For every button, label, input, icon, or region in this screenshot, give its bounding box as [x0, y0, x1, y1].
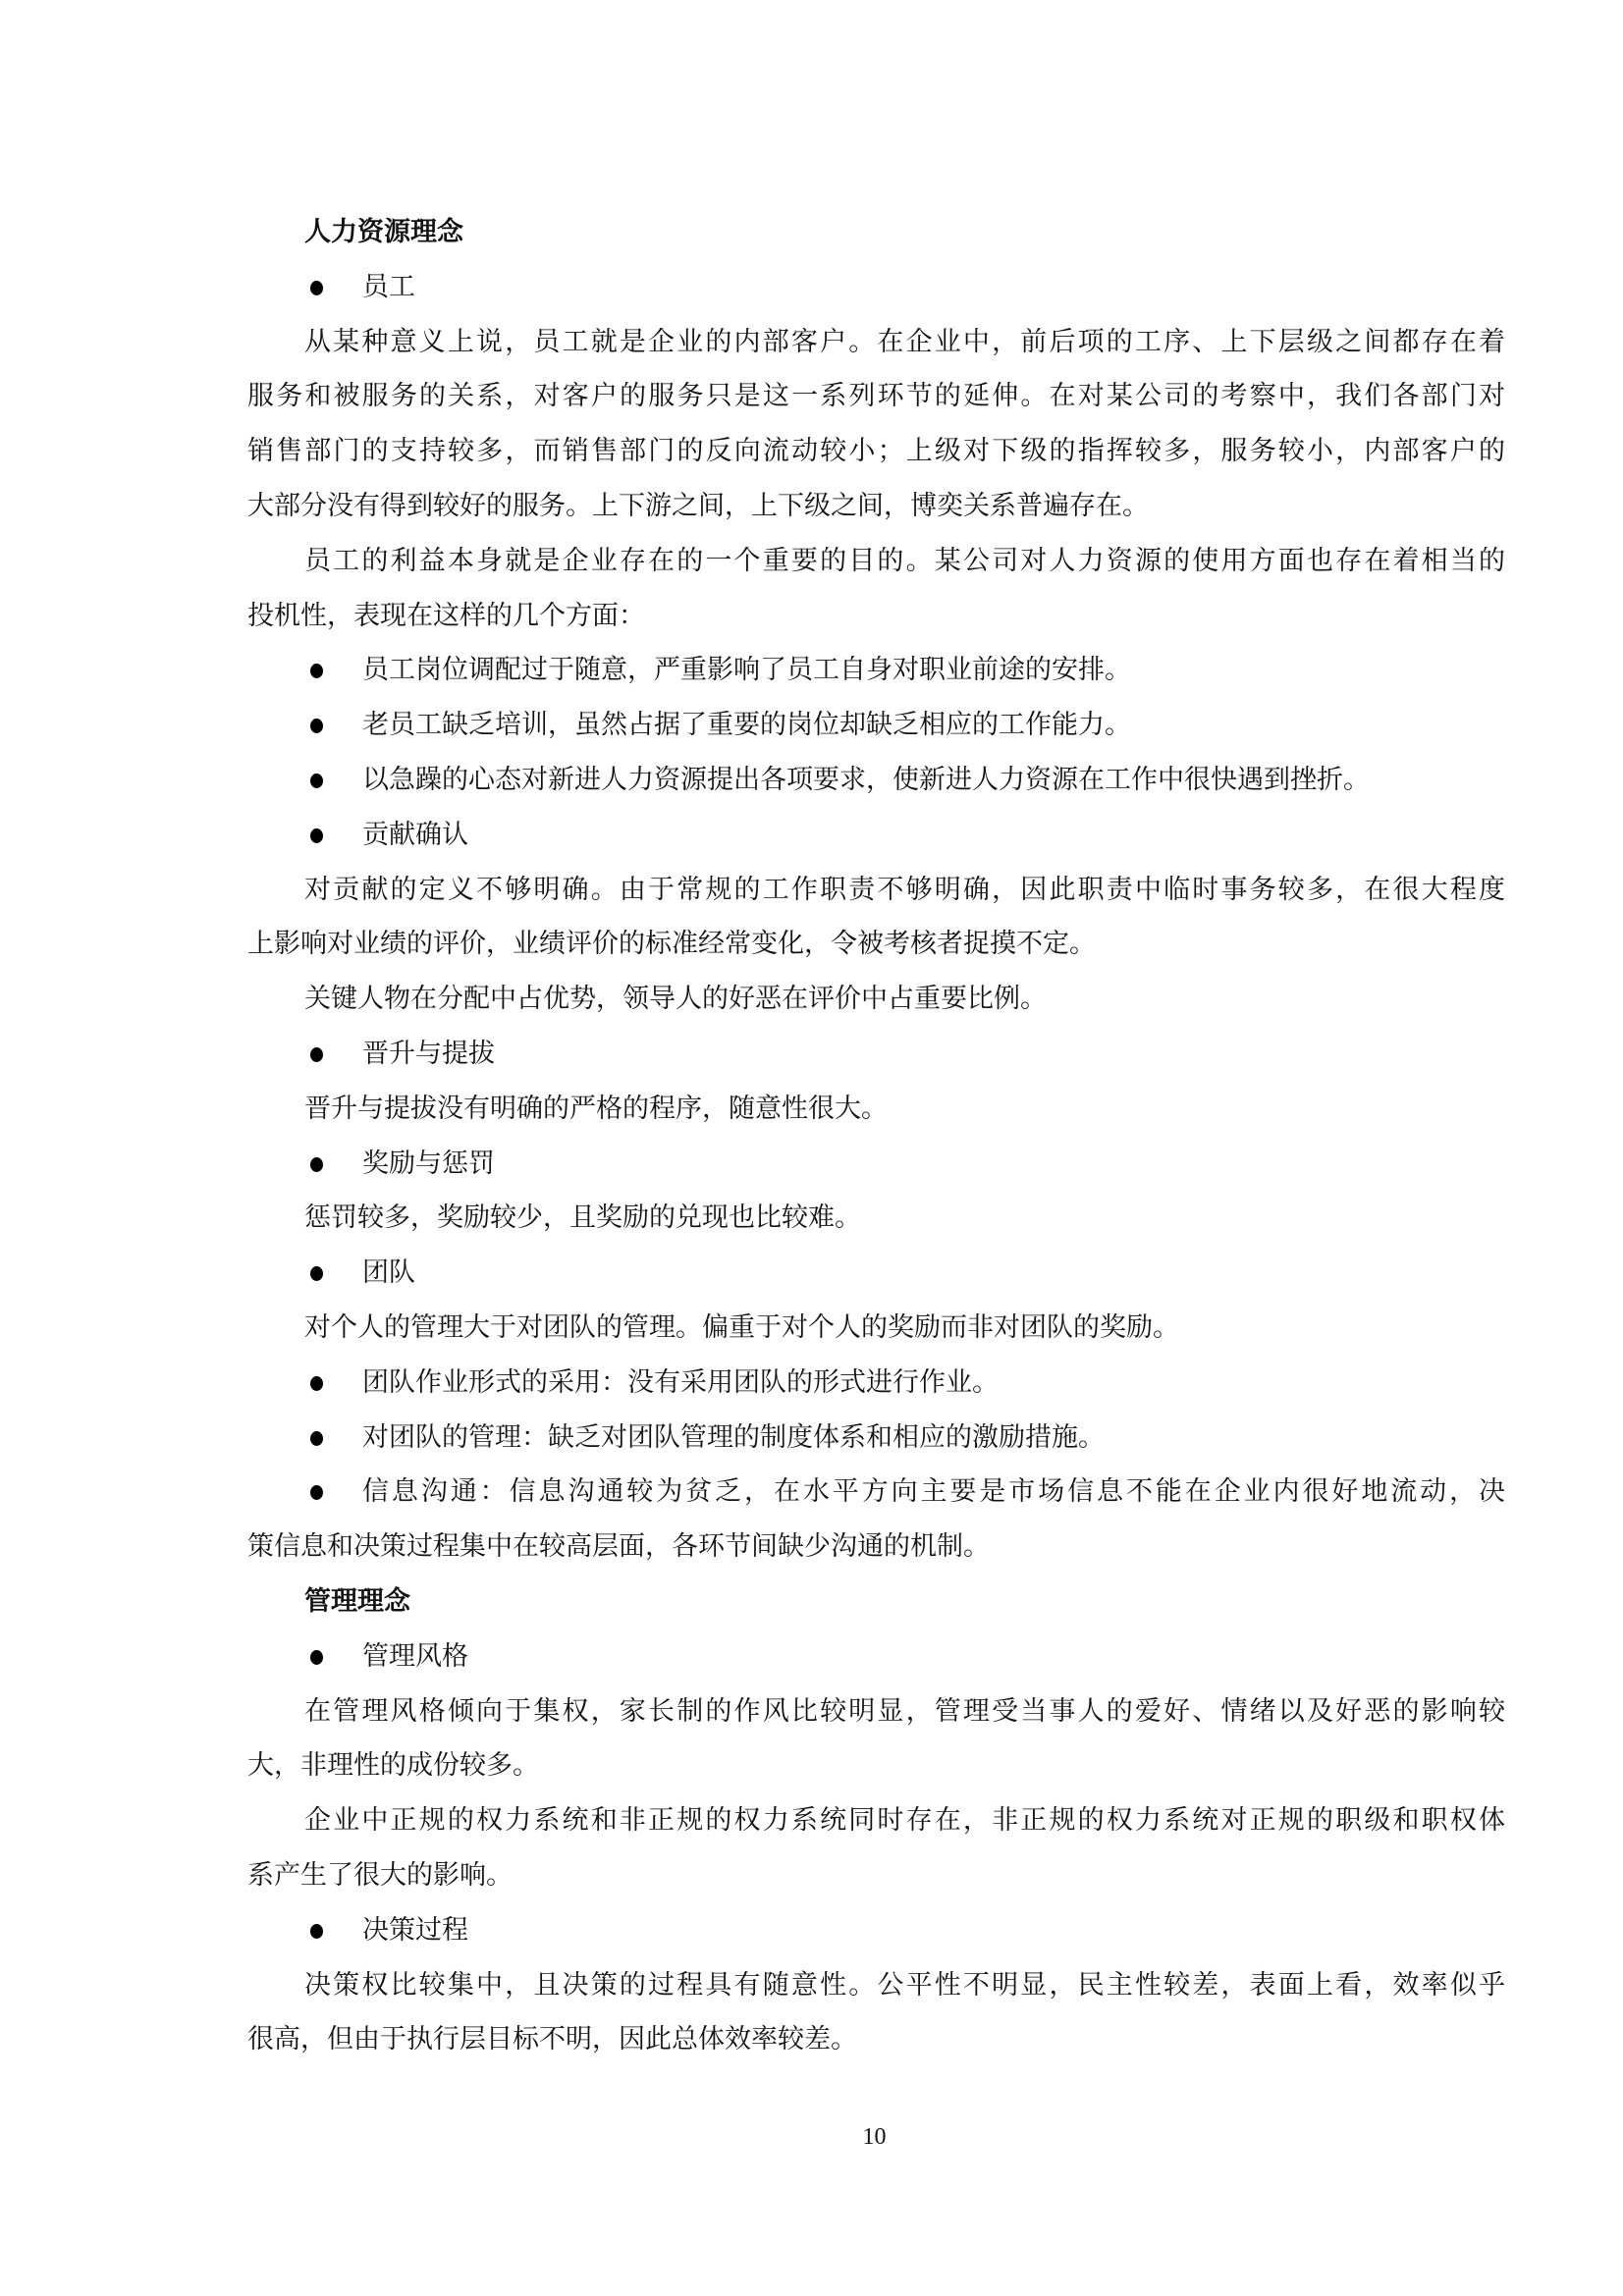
bullet-icon	[310, 1266, 323, 1281]
bullet-item: 团队作业形式的采用：没有采用团队的形式进行作业。	[247, 1356, 1505, 1411]
paragraph-line: 对贡献的定义不够明确。由于常规的工作职责不够明确，因此职责中临时事务较多，在很大程度	[304, 874, 1505, 905]
paragraph-line: 投机性，表现在这样的几个方面：	[247, 600, 645, 631]
bullet-icon	[310, 1485, 323, 1500]
paragraph-line: 上影响对业绩的评价，业绩评价的标准经常变化，令被考核者捉摸不定。	[247, 929, 1096, 960]
bullet-icon	[310, 828, 323, 843]
bullet-item: 员工	[247, 260, 1505, 315]
paragraph-line: 策信息和决策过程集中在较高层面，各环节间缺少沟通的机制。	[247, 1531, 990, 1563]
bullet-item: 对团队的管理：缺乏对团队管理的制度体系和相应的激励措施。	[247, 1411, 1505, 1466]
section-heading: 人力资源理念	[304, 217, 463, 247]
bullet-icon	[310, 664, 323, 678]
bullet-item: 决策过程	[247, 1903, 1505, 1958]
bullet-icon	[310, 1157, 323, 1172]
paragraph-line: 服务和被服务的关系，对客户的服务只是这一系列环节的延伸。在对某公司的考察中，我们各部门对	[247, 381, 1505, 412]
bullet-icon	[310, 281, 323, 295]
bullet-icon	[310, 1650, 323, 1665]
paragraph-line: 从某种意义上说，员工就是企业的内部客户。在企业中，前后项的工序、上下层级之间都存在着	[304, 326, 1505, 357]
bullet-icon	[310, 719, 323, 733]
bullet-icon	[310, 1431, 323, 1446]
paragraph-line: 很高，但由于执行层目标不明，因此总体效率较差。	[247, 2024, 857, 2056]
paragraph-line: 决策权比较集中，且决策的过程具有随意性。公平性不明显，民主性较差，表面上看，效率似乎	[304, 1969, 1505, 2001]
paragraph-line: 系产生了很大的影响。	[247, 1859, 513, 1891]
bullet-item: 老员工缺乏培训，虽然占据了重要的岗位却缺乏相应的工作能力。	[247, 698, 1505, 753]
bullet-item: 贡献确认	[247, 808, 1505, 863]
bullet-item: 信息沟通：信息沟通较为贫乏，在水平方向主要是市场信息不能在企业内很好地流动，决	[247, 1465, 1505, 1520]
page-number: 10	[862, 2124, 887, 2150]
paragraph-line: 员工的利益本身就是企业存在的一个重要的目的。某公司对人力资源的使用方面也存在着相当的	[304, 545, 1505, 576]
document-body	[247, 205, 1505, 2067]
bullet-icon	[310, 774, 323, 788]
bullet-item: 管理风格	[247, 1629, 1505, 1684]
bullet-icon	[310, 1376, 323, 1391]
bullet-icon	[310, 1924, 323, 1939]
bullet-item: 奖励与惩罚	[247, 1137, 1505, 1192]
paragraph-line: 在管理风格倾向于集权，家长制的作风比较明显，管理受当事人的爱好、情绪以及好恶的影响较	[304, 1695, 1505, 1727]
paragraph-line: 惩罚较多，奖励较少，且奖励的兑现也比较难。	[304, 1202, 861, 1234]
section-heading: 管理理念	[304, 1585, 410, 1617]
bullet-item: 团队	[247, 1246, 1505, 1301]
bullet-icon	[310, 1047, 323, 1062]
paragraph-line: 企业中正规的权力系统和非正规的权力系统同时存在，非正规的权力系统对正规的职级和职权体	[304, 1805, 1505, 1837]
paragraph-line: 关键人物在分配中占优势，领导人的好恶在评价中占重要比例。	[304, 984, 1047, 1015]
bullet-item: 晋升与提拔	[247, 1027, 1505, 1082]
paragraph-line: 销售部门的支持较多，而销售部门的反向流动较小；上级对下级的指挥较多，服务较小，内部客户的	[247, 436, 1505, 467]
bullet-item: 以急躁的心态对新进人力资源提出各项要求，使新进人力资源在工作中很快遇到挫折。	[247, 753, 1505, 808]
bullet-item: 员工岗位调配过于随意，严重影响了员工自身对职业前途的安排。	[247, 643, 1505, 698]
paragraph-line: 晋升与提拔没有明确的严格的程序，随意性很大。	[304, 1093, 888, 1124]
paragraph-line: 大部分没有得到较好的服务。上下游之间，上下级之间，博奕关系普遍存在。	[247, 490, 1149, 521]
paragraph-line: 大，非理性的成份较多。	[247, 1750, 539, 1782]
paragraph-line: 对个人的管理大于对团队的管理。偏重于对个人的奖励而非对团队的奖励。	[304, 1311, 1179, 1343]
